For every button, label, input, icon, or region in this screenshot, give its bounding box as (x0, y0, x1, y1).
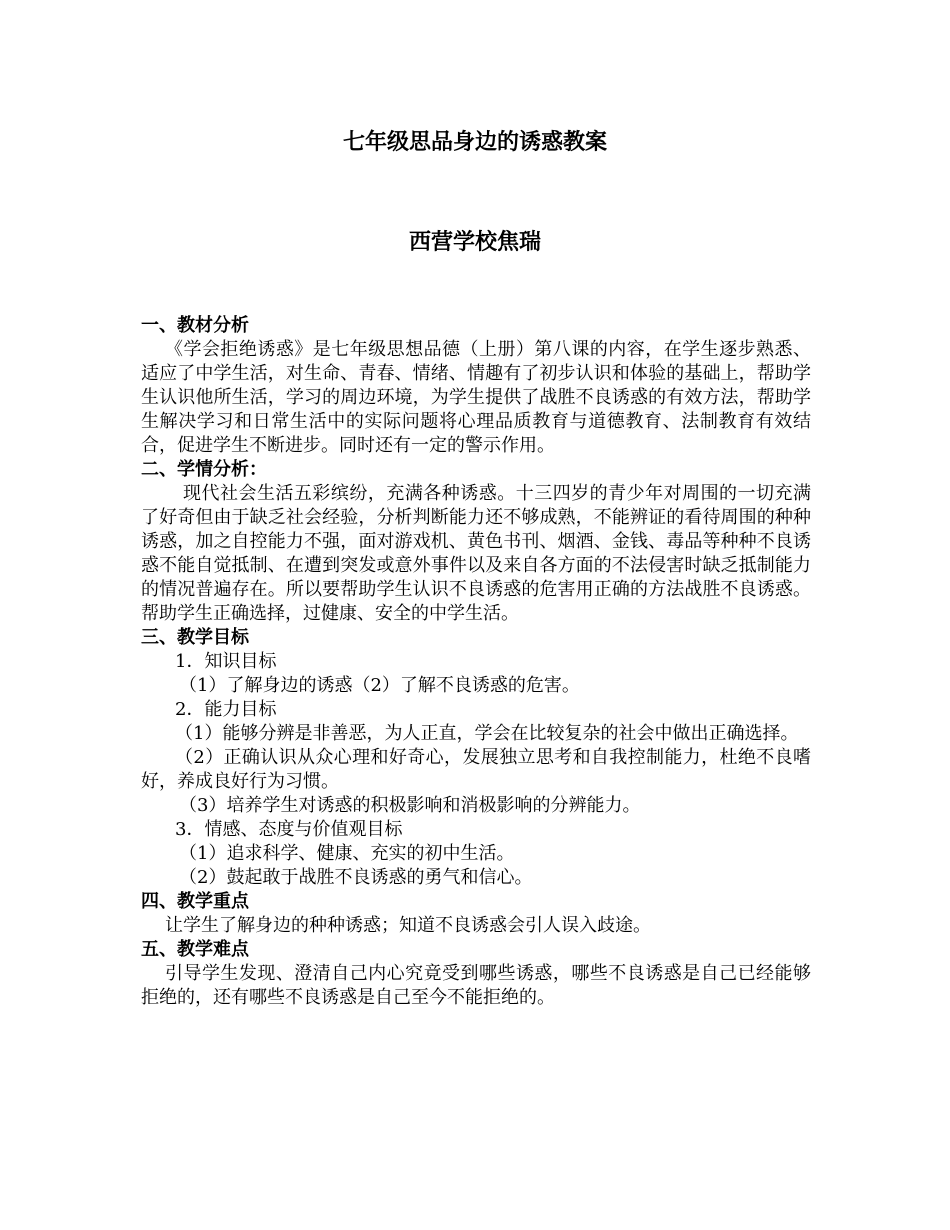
section-heading: 一、教材分析 (141, 315, 249, 336)
section-heading: 五、教学难点 (141, 939, 249, 960)
section-heading: 四、教学重点 (141, 891, 249, 912)
goal-attitude: 3．情感、态度与价值观目标 (175, 819, 403, 840)
document-author: 西营学校焦瑞 (408, 230, 541, 255)
document-title: 七年级思品身边的诱惑教案 (342, 130, 607, 155)
section-teaching-goals (141, 626, 811, 890)
document-body (141, 314, 811, 1010)
goal-item: （2）鼓起敢于战胜不良诱惑的勇气和信心。 (179, 867, 533, 888)
paragraph: 让学生了解身边的种种诱惑；知道不良诱惑会引人误入歧途。 (165, 915, 651, 936)
goal-item: （2）正确认识从众心理和好奇心，发展独立思考和自我控制能力，杜绝不良嗜好，养成良好行为习惯。 (141, 747, 811, 792)
goal-knowledge: 1．知识目标 (175, 651, 277, 672)
goal-item: （1）追求科学、健康、充实的初中生活。 (179, 843, 515, 864)
goal-ability: 2．能力目标 (175, 699, 277, 720)
goal-item: （1）能够分辨是非善恶，为人正直，学会在比较复杂的社会中做出正确选择。 (175, 723, 799, 744)
paragraph: 引导学生发现、澄清自己内心究竟受到哪些诱惑，哪些不良诱惑是自己已经能够拒绝的，还有哪些不良诱惑是自己至今不能拒绝的。 (141, 963, 811, 1008)
goal-item: （3）培养学生对诱惑的积极影响和消极影响的分辨能力。 (179, 795, 641, 816)
section-heading: 二、学情分析： (141, 459, 267, 480)
section-key-points (141, 890, 811, 938)
section-textbook-analysis (141, 314, 811, 458)
paragraph: 现代社会生活五彩缤纷，充满各种诱惑。十三四岁的青少年对周围的一切充满了好奇但由于缺乏社会经验，分析判断能力还不够成熟，不能辨证的看待周围的种种诱惑，加之自控能力不强，面对游戏机、黄色书刊、烟酒、金钱、毒品等种种不良诱惑不能自觉抵制、在遭到突发或意外事件以及来自各方面的不法侵害时缺乏抵制能力的情况普遍存在。所以要帮助学生认识不良诱惑的危害用正确的方法战胜不良诱惑。帮助学生正确选择，过健康、安全的中学生活。 (141, 483, 811, 624)
section-student-analysis (141, 458, 811, 626)
goal-item: （1）了解身边的诱惑（2）了解不良诱惑的危害。 (179, 675, 580, 696)
paragraph: 《学会拒绝诱惑》是七年级思想品德（上册）第八课的内容，在学生逐步熟悉、适应了中学生活，对生命、青春、情绪、情趣有了初步认识和体验的基础上，帮助学生认识他所生活，学习的周边环境，为学生提供了战胜不良诱惑的有效方法，帮助学生解决学习和日常生活中的实际问题将心理品质教育与道德教育、法制教育有效结合，促进学生不断进步。同时还有一定的警示作用。 (141, 339, 811, 456)
section-heading: 三、教学目标 (141, 627, 249, 648)
section-difficulties (141, 938, 811, 1010)
